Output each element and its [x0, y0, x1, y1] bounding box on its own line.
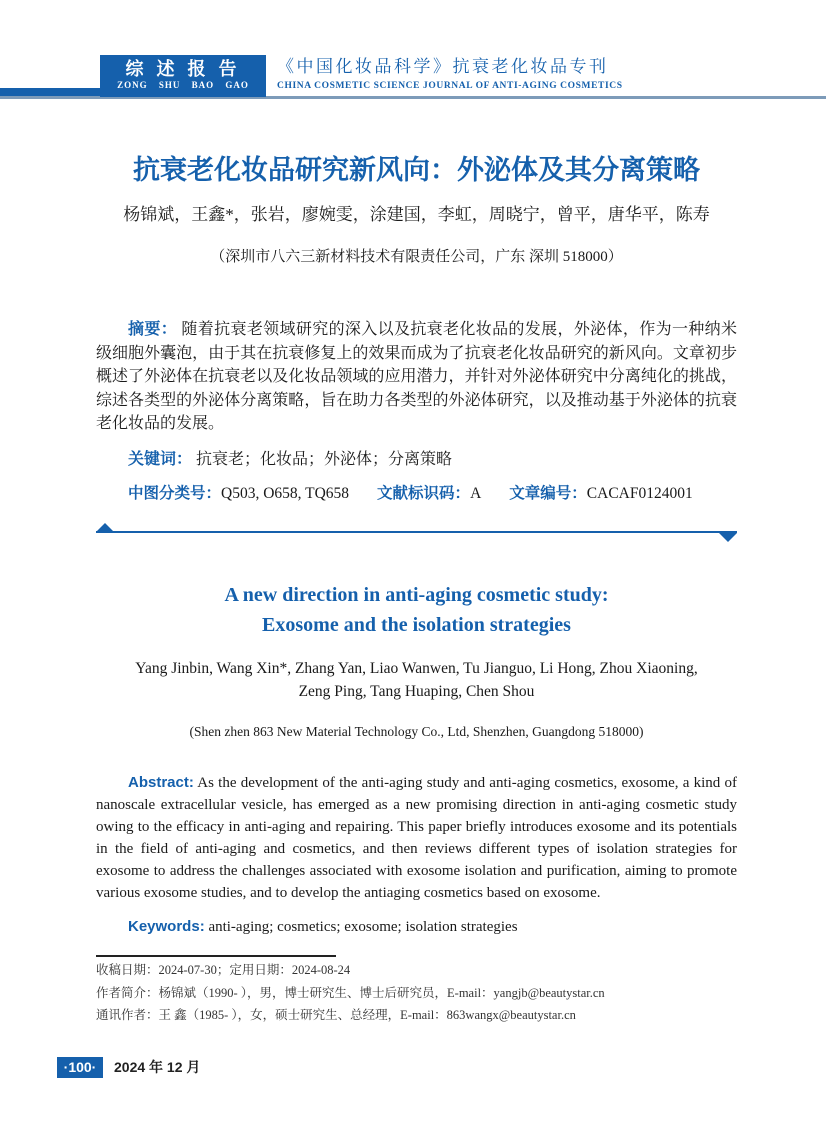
- authors-en-line1: Yang Jinbin, Wang Xin*, Zhang Yan, Liao Wanwen, Tu Jianguo, Li Hong, Zhou Xiaoning,: [135, 659, 698, 677]
- article-title-cn: 抗衰老化妆品研究新风向：外泌体及其分离策略: [133, 155, 700, 185]
- keywords-label-en: Keywords:: [128, 917, 205, 935]
- journal-title-en: CHINA COSMETIC SCIENCE JOURNAL OF ANTI-AGING COSMETICS: [277, 81, 623, 91]
- abstract-label-en: Abstract:: [128, 773, 194, 791]
- column-name-cn: 综 述 报 告: [125, 59, 241, 79]
- footnote-rule: [96, 955, 336, 957]
- clc-value: Q503, O658, TQ658: [221, 484, 350, 502]
- keywords-label-cn: 关键词：: [128, 450, 193, 468]
- journal-title-cn: 《中国化妆品科学》抗衰老化妆品专刊: [277, 57, 609, 76]
- article-id-label: 文章编号：: [509, 484, 587, 502]
- author-bio-line: 作者简介：杨锦斌（1990- ），男，博士研究生、博士后研究员，E-mail：yangjb@beautystar.cn: [96, 985, 605, 1000]
- keywords-text-en: anti-aging; cosmetics; exosome; isolation strategies: [208, 918, 518, 935]
- abstract-en: [96, 772, 737, 904]
- triangle-up-icon: [96, 523, 114, 532]
- corresponding-author-line: 通讯作者：王 鑫（1985- ），女，硕士研究生、总经理，E-mail：863wangx@beautystar.cn: [96, 1008, 576, 1022]
- abstract-label-cn: 摘要：: [128, 321, 178, 338]
- section-divider: [96, 522, 737, 544]
- divider-line: [96, 531, 737, 533]
- column-name-pinyin: ZONG SHU BAO GAO: [117, 80, 249, 90]
- article-content: [96, 100, 737, 938]
- authors-cn: 杨锦斌，王鑫*，张岩，廖婉雯，涂建国，李虹，周晓宁，曾平，唐华平，陈寿: [123, 205, 710, 224]
- article-title-en-line1: A new direction in anti-aging cosmetic study:: [224, 583, 609, 606]
- triangle-down-icon: [719, 533, 737, 542]
- journal-header: [0, 0, 826, 100]
- article-title-en-line2: Exosome and the isolation strategies: [262, 613, 571, 636]
- doc-code-label: 文献标识码：: [377, 484, 471, 502]
- clc-label: 中图分类号：: [128, 484, 222, 502]
- abstract-text-cn: 随着抗衰老领域研究的深入以及抗衰老化妆品的发展，外泌体，作为一种纳米级细胞外囊泡，由于其在抗衰修复上的效果而成为了抗衰老化妆品研究的新风向。文章初步概述了外泌体在抗衰老以及化妆品领域的应用潜力，并针对外泌体研究中分离纯化的挑战，综述各类型的外泌体分离策略，旨在助力各类型的外泌体研究，以及推动基于外泌体的抗衰老化妆品的发展。: [96, 321, 737, 432]
- affiliation-cn: （深圳市八六三新材料技术有限责任公司，广东 深圳 518000）: [210, 249, 623, 265]
- affiliation-en: (Shen zhen 863 New Material Technology Co., Ltd, Shenzhen, Guangdong 518000): [189, 723, 644, 739]
- issue-date: 2024 年 12 月: [114, 1059, 201, 1075]
- authors-en-line2: Zeng Ping, Tang Huaping, Chen Shou: [298, 682, 535, 700]
- journal-title-block: [277, 56, 623, 94]
- abstract-cn: [96, 318, 737, 436]
- doc-code-value: A: [470, 484, 482, 502]
- page-number-badge: ·100·: [57, 1057, 103, 1078]
- keywords-text-cn: 抗衰老；化妆品；外泌体；分离策略: [196, 450, 453, 468]
- article-title-en: [96, 580, 737, 640]
- received-date-line: 收稿日期：2024-07-30；定用日期：2024-08-24: [96, 963, 351, 977]
- footnote-block: [96, 955, 737, 1025]
- classification-line: [96, 482, 737, 505]
- authors-en: [96, 657, 737, 703]
- abstract-text-en: As the development of the anti-aging study and anti-aging cosmetics, exosome, a kind of nanoscale extracellular vesicle, has emerged as a new promising direction in anti-aging cosmetic study owing to the efficacy in anti-aging and repairing. This paper briefly introduces exosome and its potentials in the field of anti-aging and cosmetics, and then reviews different types of isolation strategies for exosome to address the challenges associated with exosome isolation and purification, aiming to promote various exosome studies, and to develop the antiaging cosmetics based on exosome.: [96, 774, 737, 901]
- column-badge: [100, 55, 266, 97]
- keywords-cn: [96, 448, 737, 471]
- article-id-value: CACAF0124001: [586, 484, 693, 502]
- page-footer: [0, 1057, 826, 1081]
- keywords-en: [96, 916, 737, 938]
